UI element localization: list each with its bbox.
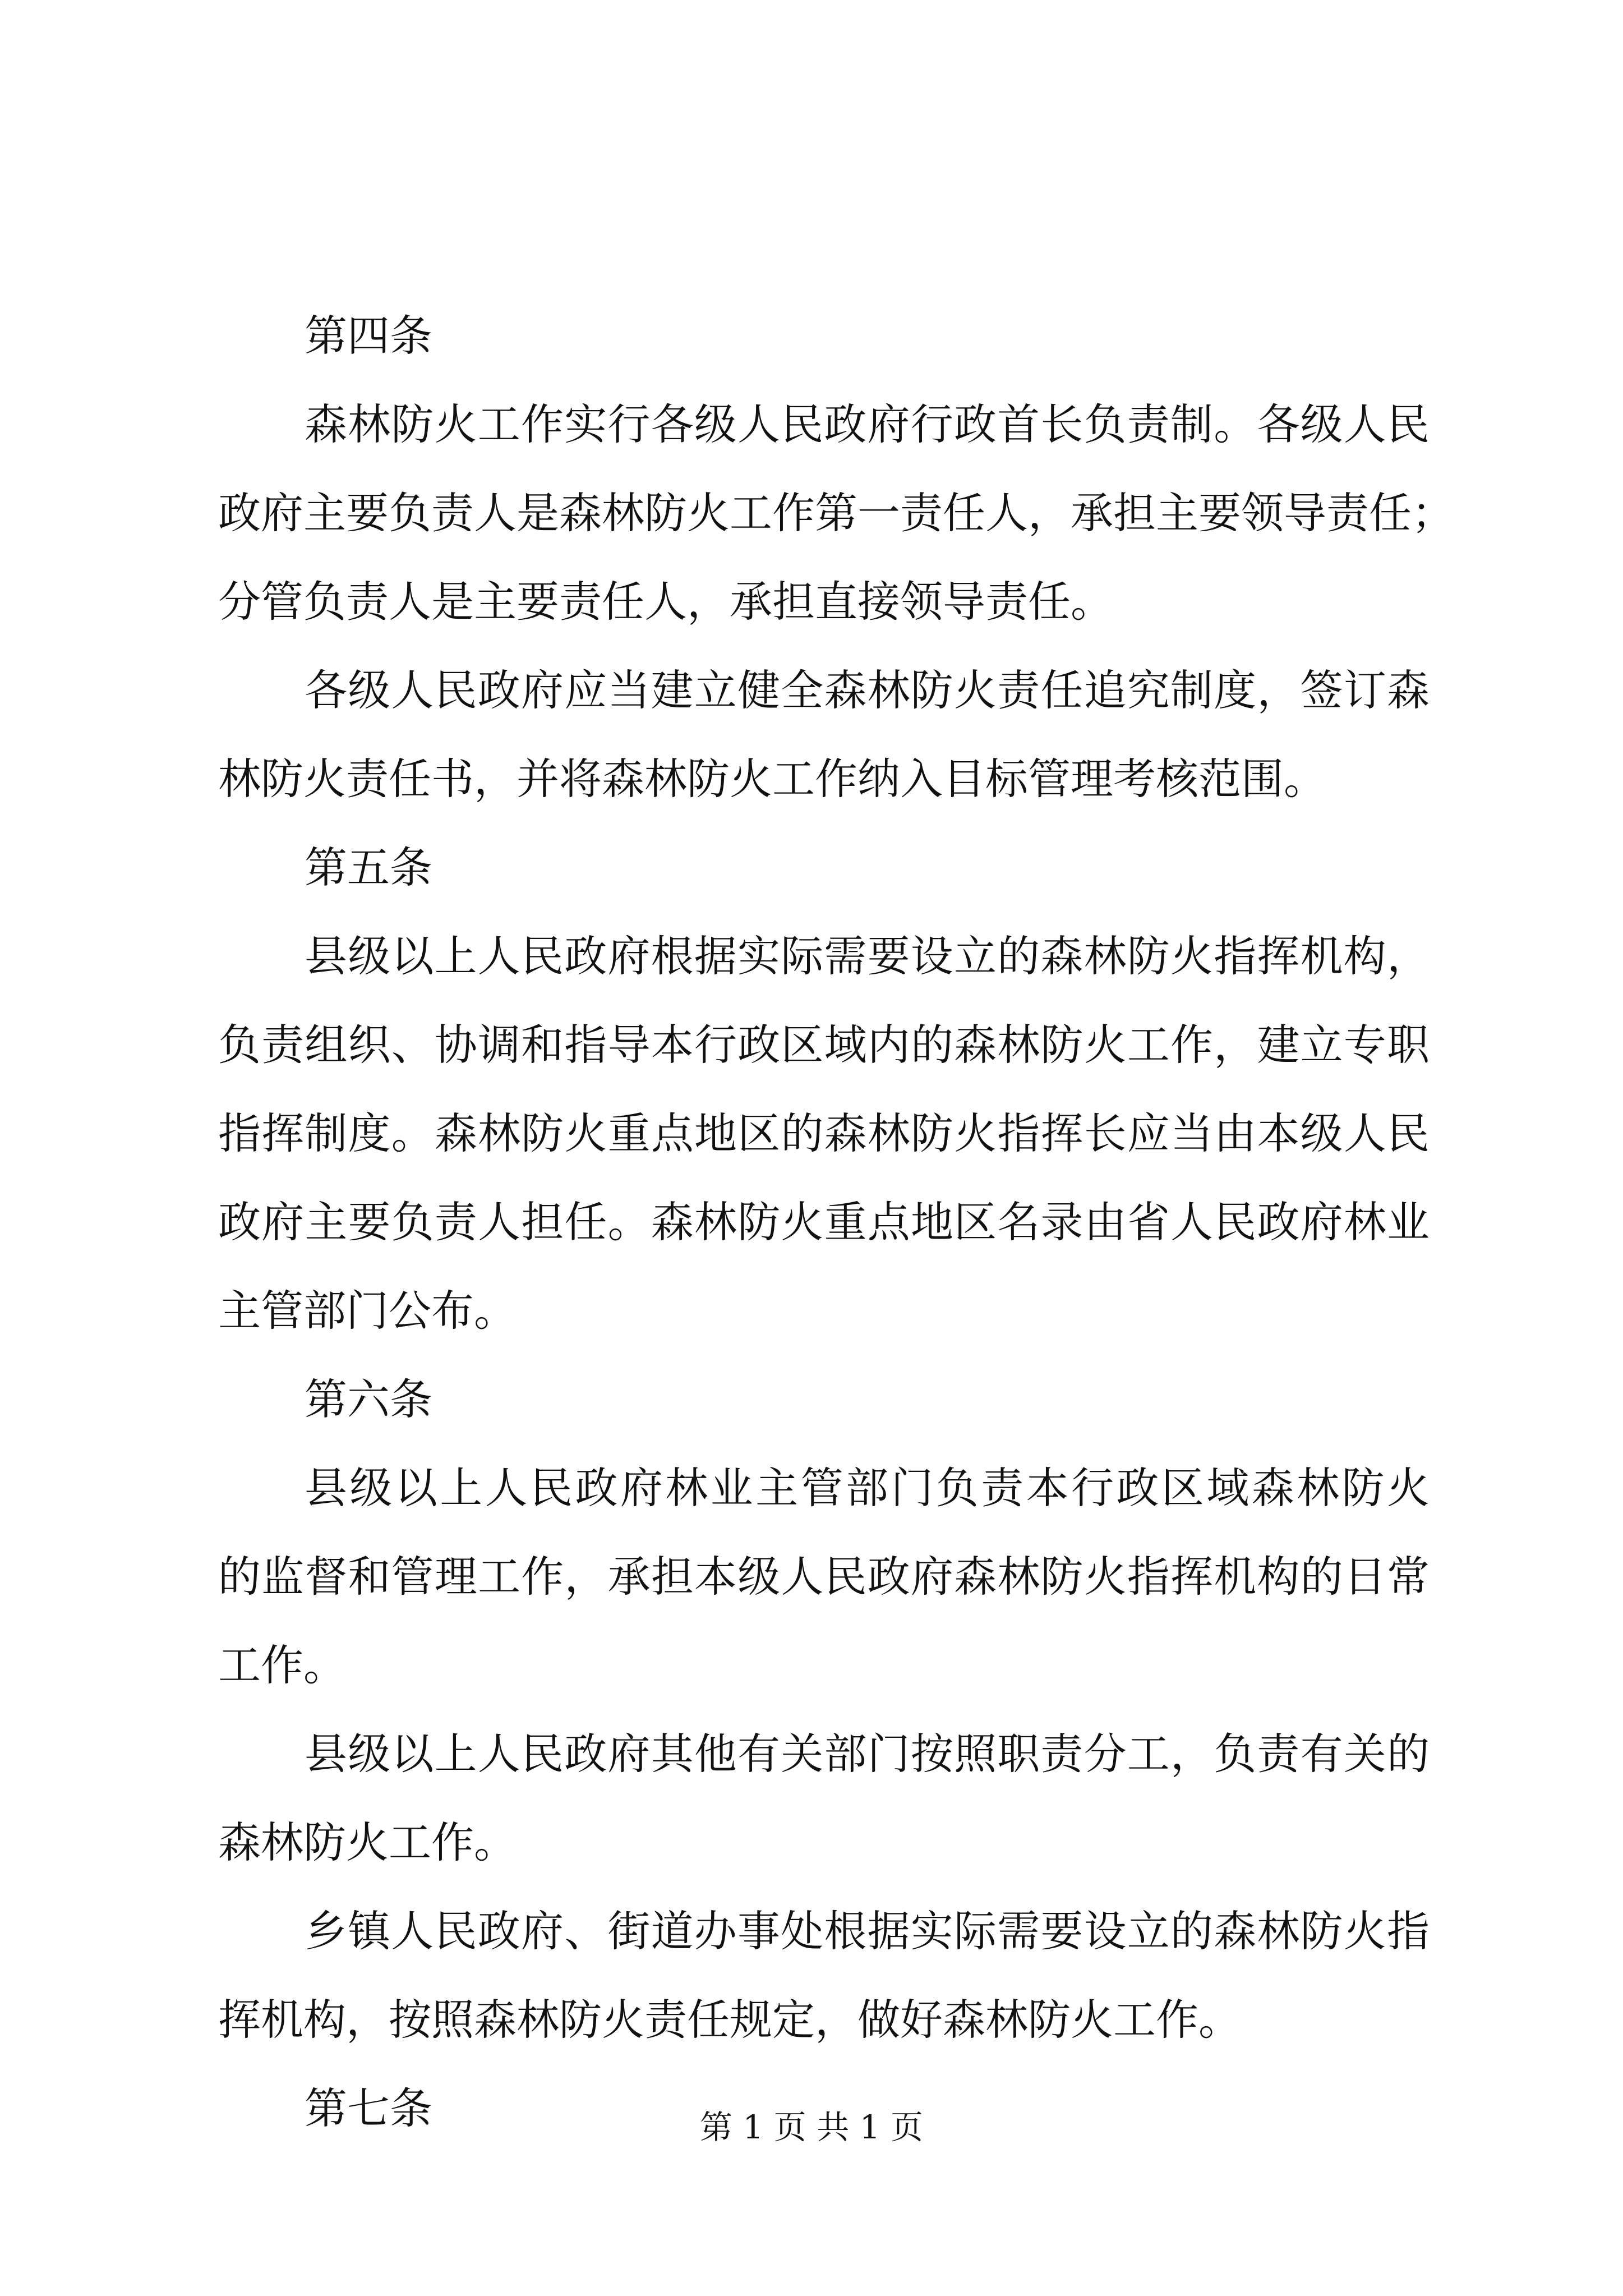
paragraph-line: 主管部门公布。	[218, 1286, 517, 1336]
paragraph-line: 分管负责人是主要责任人，承担直接领导责任。	[218, 577, 1113, 627]
paragraph-line: 森林防火工作实行各级人民政府行政首长负责制。各级人民	[305, 399, 1430, 449]
paragraph-line: 县级以上人民政府其他有关部门按照职责分工，负责有关的	[305, 1729, 1430, 1779]
paragraph-line: 指挥制度。森林防火重点地区的森林防火指挥长应当由本级人民	[218, 1108, 1430, 1158]
paragraph-line: 森林防火工作。	[218, 1818, 517, 1867]
paragraph-line: 政府主要负责人是森林防火工作第一责任人，承担主要领导责任；	[218, 488, 1454, 538]
paragraph-line: 乡镇人民政府、街道办事处根据实际需要设立的森林防火指	[305, 1906, 1430, 1956]
article-heading: 第四条	[305, 311, 432, 361]
document-body	[218, 292, 1454, 2153]
paragraph-line: 各级人民政府应当建立健全森林防火责任追究制度，签订森	[305, 665, 1430, 715]
paragraph-line: 的监督和管理工作，承担本级人民政府森林防火指挥机构的日常	[218, 1552, 1430, 1602]
paragraph-line: 县级以上人民政府林业主管部门负责本行政区域森林防火	[305, 1463, 1430, 1513]
paragraph-line: 政府主要负责人担任。森林防火重点地区名录由省人民政府林业	[218, 1197, 1430, 1247]
paragraph-line: 工作。	[218, 1640, 346, 1690]
page-footer: 第 1 页 共 1 页	[700, 2108, 923, 2146]
article-heading: 第六条	[305, 1374, 432, 1424]
article-heading: 第七条	[305, 2083, 432, 2133]
paragraph-line: 县级以上人民政府根据实际需要设立的森林防火指挥机构，	[305, 931, 1430, 981]
paragraph-line: 负责组织、协调和指导本行政区域内的森林防火工作，建立专职	[218, 1020, 1430, 1070]
paragraph-line: 林防火责任书，并将森林防火工作纳入目标管理考核范围。	[218, 754, 1326, 804]
article-heading: 第五条	[305, 843, 432, 892]
paragraph-line: 挥机构，按照森林防火责任规定，做好森林防火工作。	[218, 1995, 1241, 2045]
